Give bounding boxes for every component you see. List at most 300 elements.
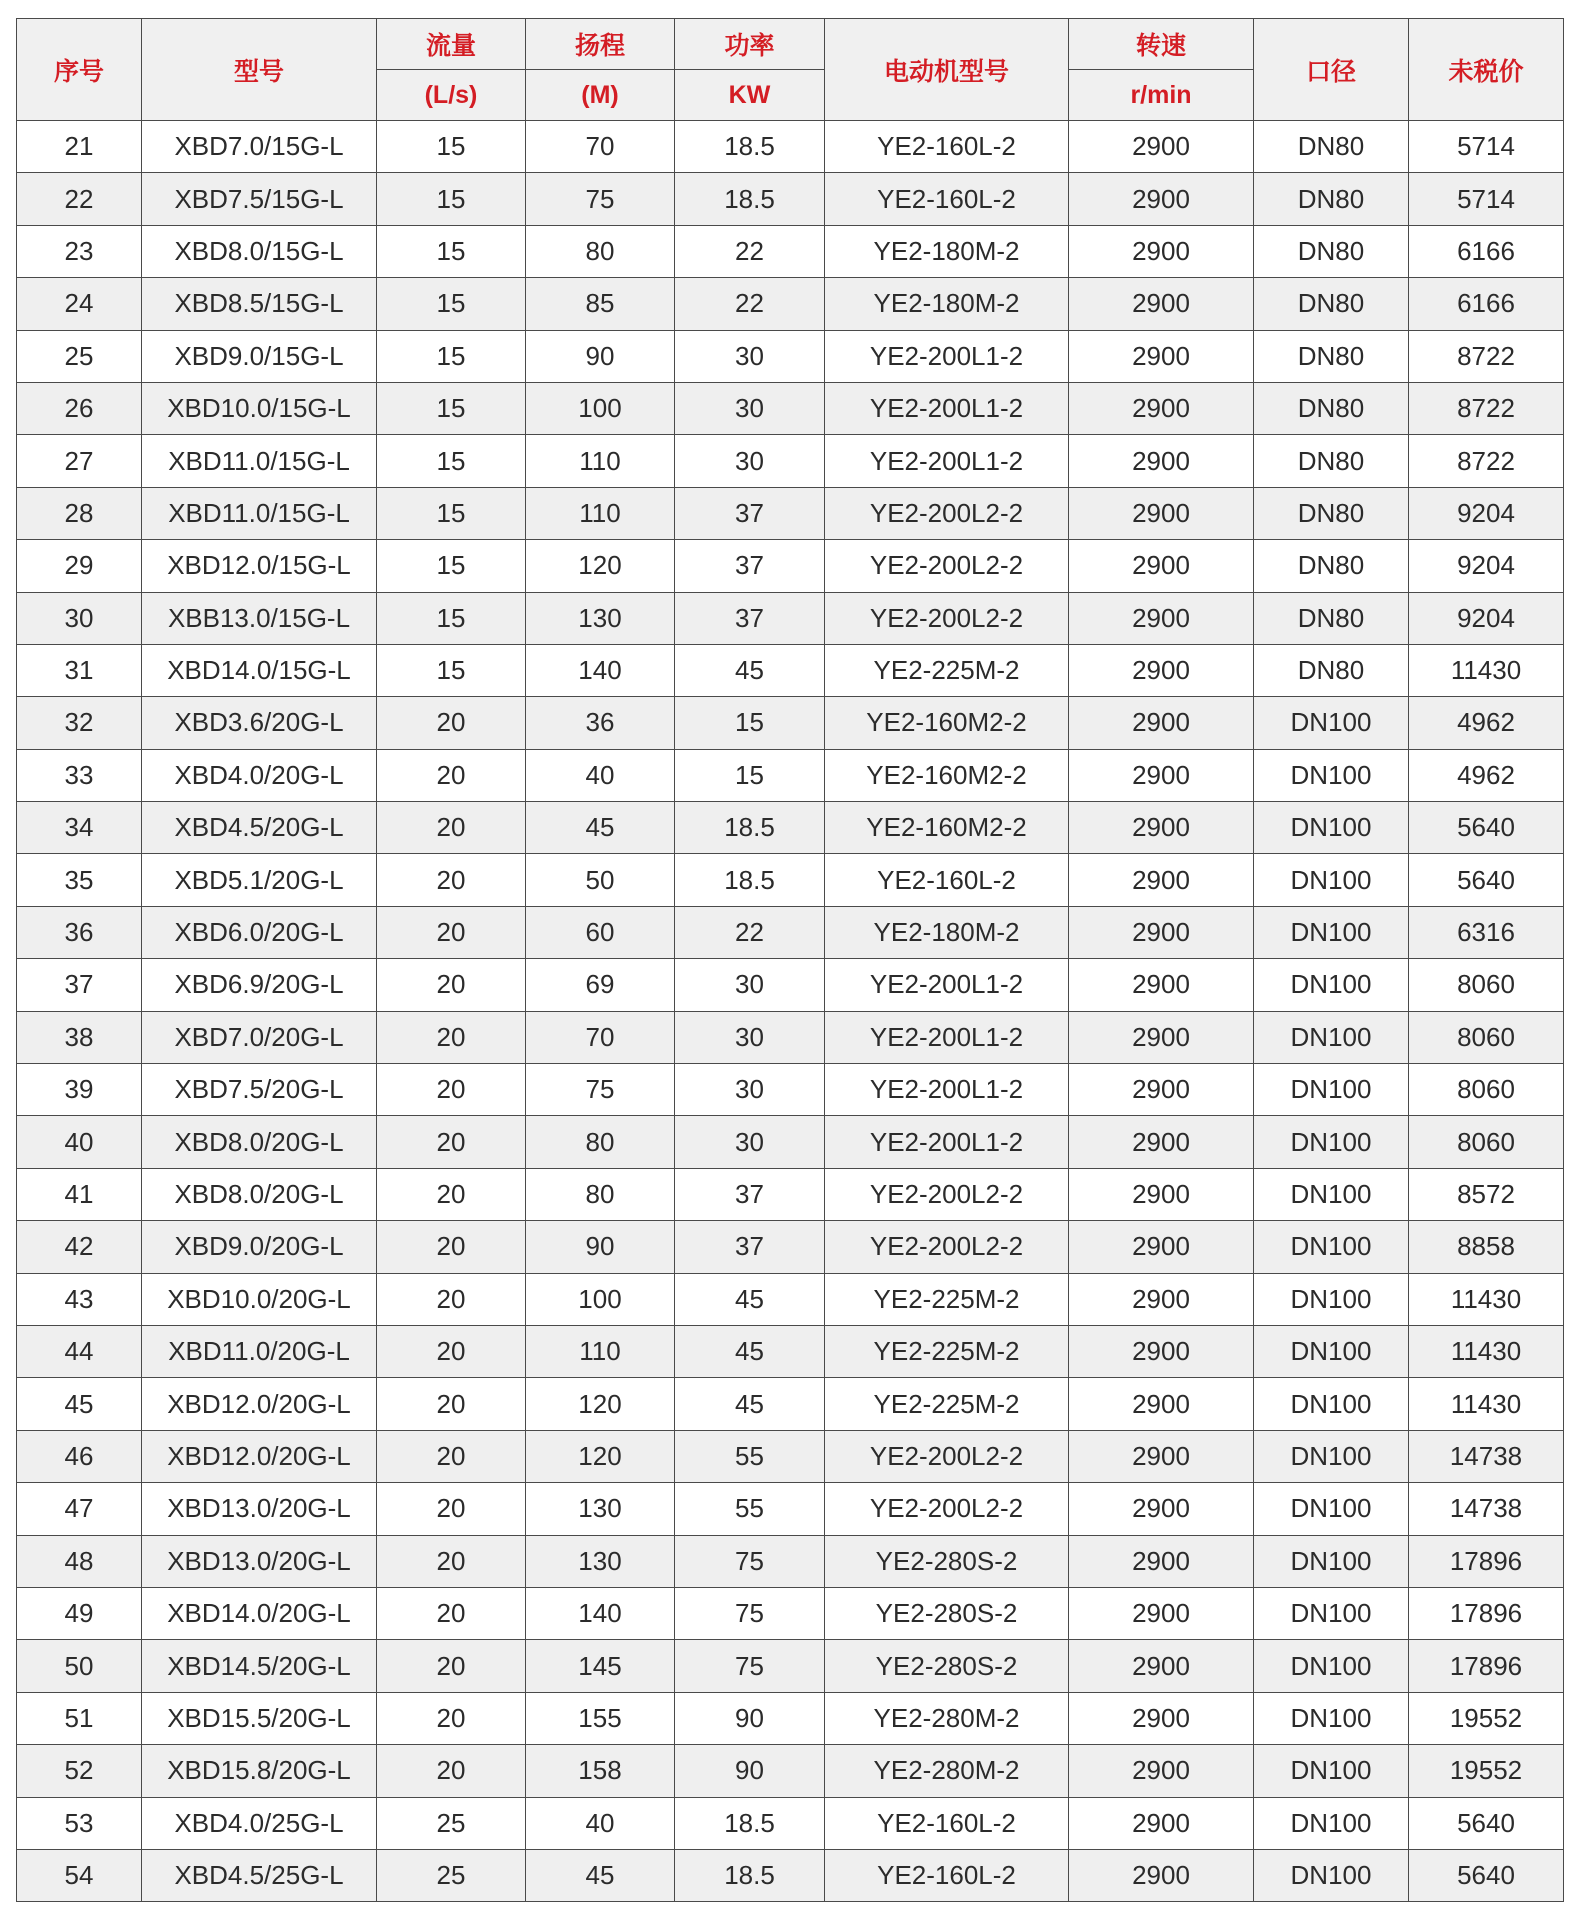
head-cell: 36	[526, 697, 675, 749]
price-cell: 14738	[1409, 1483, 1564, 1535]
seq-cell: 30	[17, 592, 142, 644]
power-cell: 22	[675, 225, 825, 277]
caliber-cell: DN100	[1254, 1116, 1409, 1168]
table-row	[17, 225, 1564, 277]
speed-cell: 2900	[1069, 592, 1254, 644]
price-cell: 8572	[1409, 1168, 1564, 1220]
model-cell: XBB13.0/15G-L	[142, 592, 377, 644]
model-cell: XBD14.5/20G-L	[142, 1640, 377, 1692]
flow-cell: 20	[377, 749, 526, 801]
flow-cell: 20	[377, 854, 526, 906]
seq-cell: 33	[17, 749, 142, 801]
speed-cell: 2900	[1069, 644, 1254, 696]
price-cell: 11430	[1409, 644, 1564, 696]
caliber-cell: DN80	[1254, 644, 1409, 696]
head-cell: 70	[526, 121, 675, 173]
head-cell: 60	[526, 906, 675, 958]
speed-cell: 2900	[1069, 382, 1254, 434]
header-head-unit: (M)	[526, 70, 675, 121]
price-cell: 8060	[1409, 1064, 1564, 1116]
caliber-cell: DN80	[1254, 592, 1409, 644]
head-cell: 40	[526, 1797, 675, 1849]
motor-cell: YE2-160L-2	[825, 173, 1069, 225]
seq-cell: 36	[17, 906, 142, 958]
motor-cell: YE2-200L1-2	[825, 1011, 1069, 1063]
seq-cell: 27	[17, 435, 142, 487]
price-cell: 9204	[1409, 487, 1564, 539]
caliber-cell: DN100	[1254, 1378, 1409, 1430]
speed-cell: 2900	[1069, 802, 1254, 854]
motor-cell: YE2-180M-2	[825, 906, 1069, 958]
table-row	[17, 592, 1564, 644]
flow-cell: 15	[377, 435, 526, 487]
motor-cell: YE2-200L1-2	[825, 382, 1069, 434]
table-row	[17, 1011, 1564, 1063]
flow-cell: 20	[377, 1745, 526, 1797]
head-cell: 110	[526, 487, 675, 539]
model-cell: XBD6.9/20G-L	[142, 959, 377, 1011]
speed-cell: 2900	[1069, 225, 1254, 277]
power-cell: 18.5	[675, 173, 825, 225]
power-cell: 75	[675, 1587, 825, 1639]
power-cell: 18.5	[675, 802, 825, 854]
flow-cell: 15	[377, 540, 526, 592]
speed-cell: 2900	[1069, 1430, 1254, 1482]
speed-cell: 2900	[1069, 1745, 1254, 1797]
head-cell: 50	[526, 854, 675, 906]
power-cell: 18.5	[675, 1797, 825, 1849]
motor-cell: YE2-225M-2	[825, 1273, 1069, 1325]
head-cell: 75	[526, 173, 675, 225]
seq-cell: 47	[17, 1483, 142, 1535]
power-cell: 15	[675, 749, 825, 801]
model-cell: XBD4.5/25G-L	[142, 1849, 377, 1901]
power-cell: 18.5	[675, 1849, 825, 1901]
head-cell: 140	[526, 1587, 675, 1639]
table-row	[17, 1064, 1564, 1116]
head-cell: 80	[526, 225, 675, 277]
model-cell: XBD13.0/20G-L	[142, 1535, 377, 1587]
speed-cell: 2900	[1069, 1797, 1254, 1849]
price-cell: 5640	[1409, 1849, 1564, 1901]
flow-cell: 20	[377, 802, 526, 854]
motor-cell: YE2-200L2-2	[825, 1168, 1069, 1220]
flow-cell: 20	[377, 1221, 526, 1273]
caliber-cell: DN80	[1254, 330, 1409, 382]
speed-cell: 2900	[1069, 854, 1254, 906]
flow-cell: 15	[377, 644, 526, 696]
motor-cell: YE2-200L1-2	[825, 1064, 1069, 1116]
header-speed: 转速	[1069, 19, 1254, 70]
model-cell: XBD12.0/20G-L	[142, 1430, 377, 1482]
seq-cell: 28	[17, 487, 142, 539]
speed-cell: 2900	[1069, 959, 1254, 1011]
power-cell: 90	[675, 1745, 825, 1797]
seq-cell: 22	[17, 173, 142, 225]
table-header	[17, 19, 1564, 121]
price-cell: 17896	[1409, 1640, 1564, 1692]
head-cell: 120	[526, 1430, 675, 1482]
table-row	[17, 540, 1564, 592]
model-cell: XBD8.0/20G-L	[142, 1116, 377, 1168]
head-cell: 120	[526, 540, 675, 592]
speed-cell: 2900	[1069, 1535, 1254, 1587]
caliber-cell: DN100	[1254, 1273, 1409, 1325]
head-cell: 100	[526, 382, 675, 434]
head-cell: 100	[526, 1273, 675, 1325]
seq-cell: 46	[17, 1430, 142, 1482]
table-row	[17, 1221, 1564, 1273]
power-cell: 45	[675, 1273, 825, 1325]
model-cell: XBD10.0/20G-L	[142, 1273, 377, 1325]
motor-cell: YE2-200L2-2	[825, 592, 1069, 644]
speed-cell: 2900	[1069, 173, 1254, 225]
seq-cell: 40	[17, 1116, 142, 1168]
motor-cell: YE2-200L1-2	[825, 959, 1069, 1011]
head-cell: 140	[526, 644, 675, 696]
model-cell: XBD15.8/20G-L	[142, 1745, 377, 1797]
power-cell: 18.5	[675, 854, 825, 906]
flow-cell: 20	[377, 1273, 526, 1325]
speed-cell: 2900	[1069, 1116, 1254, 1168]
table-row	[17, 330, 1564, 382]
head-cell: 90	[526, 330, 675, 382]
flow-cell: 15	[377, 487, 526, 539]
table-row	[17, 1640, 1564, 1692]
header-model: 型号	[142, 19, 377, 121]
model-cell: XBD9.0/20G-L	[142, 1221, 377, 1273]
head-cell: 80	[526, 1168, 675, 1220]
model-cell: XBD11.0/15G-L	[142, 487, 377, 539]
speed-cell: 2900	[1069, 1168, 1254, 1220]
model-cell: XBD9.0/15G-L	[142, 330, 377, 382]
model-cell: XBD7.5/20G-L	[142, 1064, 377, 1116]
header-caliber: 口径	[1254, 19, 1409, 121]
price-cell: 5640	[1409, 802, 1564, 854]
head-cell: 40	[526, 749, 675, 801]
flow-cell: 20	[377, 1116, 526, 1168]
model-cell: XBD14.0/15G-L	[142, 644, 377, 696]
flow-cell: 25	[377, 1849, 526, 1901]
caliber-cell: DN80	[1254, 225, 1409, 277]
motor-cell: YE2-180M-2	[825, 225, 1069, 277]
motor-cell: YE2-225M-2	[825, 1378, 1069, 1430]
price-cell: 8060	[1409, 1116, 1564, 1168]
flow-cell: 15	[377, 278, 526, 330]
motor-cell: YE2-225M-2	[825, 644, 1069, 696]
head-cell: 120	[526, 1378, 675, 1430]
table-row	[17, 1273, 1564, 1325]
model-cell: XBD6.0/20G-L	[142, 906, 377, 958]
table-row	[17, 1325, 1564, 1377]
motor-cell: YE2-160L-2	[825, 1849, 1069, 1901]
power-cell: 22	[675, 906, 825, 958]
power-cell: 18.5	[675, 121, 825, 173]
speed-cell: 2900	[1069, 435, 1254, 487]
model-cell: XBD4.0/20G-L	[142, 749, 377, 801]
motor-cell: YE2-180M-2	[825, 278, 1069, 330]
flow-cell: 15	[377, 121, 526, 173]
price-cell: 4962	[1409, 749, 1564, 801]
table-row	[17, 1535, 1564, 1587]
seq-cell: 21	[17, 121, 142, 173]
flow-cell: 20	[377, 1378, 526, 1430]
price-cell: 14738	[1409, 1430, 1564, 1482]
price-cell: 8060	[1409, 1011, 1564, 1063]
price-cell: 19552	[1409, 1692, 1564, 1744]
power-cell: 45	[675, 644, 825, 696]
table-row	[17, 1378, 1564, 1430]
caliber-cell: DN100	[1254, 1168, 1409, 1220]
price-cell: 9204	[1409, 540, 1564, 592]
model-cell: XBD5.1/20G-L	[142, 854, 377, 906]
header-seq: 序号	[17, 19, 142, 121]
speed-cell: 2900	[1069, 1849, 1254, 1901]
table-row	[17, 1116, 1564, 1168]
head-cell: 45	[526, 1849, 675, 1901]
head-cell: 69	[526, 959, 675, 1011]
caliber-cell: DN100	[1254, 1797, 1409, 1849]
caliber-cell: DN100	[1254, 697, 1409, 749]
table-row	[17, 697, 1564, 749]
model-cell: XBD8.0/15G-L	[142, 225, 377, 277]
motor-cell: YE2-280S-2	[825, 1640, 1069, 1692]
seq-cell: 29	[17, 540, 142, 592]
power-cell: 75	[675, 1535, 825, 1587]
power-cell: 30	[675, 382, 825, 434]
power-cell: 55	[675, 1430, 825, 1482]
head-cell: 130	[526, 1535, 675, 1587]
model-cell: XBD7.0/20G-L	[142, 1011, 377, 1063]
speed-cell: 2900	[1069, 540, 1254, 592]
model-cell: XBD11.0/15G-L	[142, 435, 377, 487]
table-row	[17, 487, 1564, 539]
flow-cell: 20	[377, 1587, 526, 1639]
table-row	[17, 749, 1564, 801]
caliber-cell: DN100	[1254, 1430, 1409, 1482]
caliber-cell: DN100	[1254, 1640, 1409, 1692]
header-speed-unit: r/min	[1069, 70, 1254, 121]
price-cell: 11430	[1409, 1378, 1564, 1430]
speed-cell: 2900	[1069, 1640, 1254, 1692]
price-cell: 6166	[1409, 278, 1564, 330]
flow-cell: 20	[377, 1692, 526, 1744]
header-power-unit: KW	[675, 70, 825, 121]
price-cell: 5714	[1409, 173, 1564, 225]
power-cell: 30	[675, 435, 825, 487]
flow-cell: 15	[377, 173, 526, 225]
motor-cell: YE2-200L2-2	[825, 1483, 1069, 1535]
table-row	[17, 1483, 1564, 1535]
caliber-cell: DN100	[1254, 1587, 1409, 1639]
head-cell: 85	[526, 278, 675, 330]
caliber-cell: DN100	[1254, 1745, 1409, 1797]
caliber-cell: DN80	[1254, 487, 1409, 539]
model-cell: XBD14.0/20G-L	[142, 1587, 377, 1639]
seq-cell: 25	[17, 330, 142, 382]
speed-cell: 2900	[1069, 1587, 1254, 1639]
price-cell: 6316	[1409, 906, 1564, 958]
model-cell: XBD12.0/20G-L	[142, 1378, 377, 1430]
seq-cell: 39	[17, 1064, 142, 1116]
seq-cell: 50	[17, 1640, 142, 1692]
head-cell: 75	[526, 1064, 675, 1116]
price-cell: 5714	[1409, 121, 1564, 173]
seq-cell: 52	[17, 1745, 142, 1797]
seq-cell: 45	[17, 1378, 142, 1430]
seq-cell: 44	[17, 1325, 142, 1377]
model-cell: XBD10.0/15G-L	[142, 382, 377, 434]
motor-cell: YE2-200L2-2	[825, 487, 1069, 539]
speed-cell: 2900	[1069, 1483, 1254, 1535]
head-cell: 155	[526, 1692, 675, 1744]
table-body	[17, 121, 1564, 1902]
seq-cell: 38	[17, 1011, 142, 1063]
header-row-top	[17, 19, 1564, 70]
power-cell: 37	[675, 592, 825, 644]
power-cell: 30	[675, 1011, 825, 1063]
table-row	[17, 382, 1564, 434]
header-power: 功率	[675, 19, 825, 70]
price-cell: 11430	[1409, 1325, 1564, 1377]
flow-cell: 20	[377, 1168, 526, 1220]
price-cell: 8722	[1409, 435, 1564, 487]
motor-cell: YE2-160L-2	[825, 854, 1069, 906]
flow-cell: 20	[377, 1011, 526, 1063]
model-cell: XBD13.0/20G-L	[142, 1483, 377, 1535]
seq-cell: 31	[17, 644, 142, 696]
flow-cell: 20	[377, 1430, 526, 1482]
power-cell: 37	[675, 1168, 825, 1220]
price-cell: 11430	[1409, 1273, 1564, 1325]
head-cell: 80	[526, 1116, 675, 1168]
price-cell: 6166	[1409, 225, 1564, 277]
flow-cell: 20	[377, 959, 526, 1011]
motor-cell: YE2-200L2-2	[825, 540, 1069, 592]
head-cell: 145	[526, 1640, 675, 1692]
speed-cell: 2900	[1069, 1273, 1254, 1325]
caliber-cell: DN80	[1254, 278, 1409, 330]
head-cell: 130	[526, 1483, 675, 1535]
price-cell: 4962	[1409, 697, 1564, 749]
head-cell: 45	[526, 802, 675, 854]
power-cell: 15	[675, 697, 825, 749]
table-row	[17, 173, 1564, 225]
caliber-cell: DN100	[1254, 1483, 1409, 1535]
model-cell: XBD4.5/20G-L	[142, 802, 377, 854]
price-cell: 8722	[1409, 330, 1564, 382]
table-row	[17, 435, 1564, 487]
speed-cell: 2900	[1069, 330, 1254, 382]
motor-cell: YE2-160M2-2	[825, 749, 1069, 801]
price-cell: 9204	[1409, 592, 1564, 644]
model-cell: XBD4.0/25G-L	[142, 1797, 377, 1849]
model-cell: XBD8.0/20G-L	[142, 1168, 377, 1220]
motor-cell: YE2-280S-2	[825, 1535, 1069, 1587]
table-row	[17, 1430, 1564, 1482]
speed-cell: 2900	[1069, 1011, 1254, 1063]
motor-cell: YE2-200L1-2	[825, 1116, 1069, 1168]
model-cell: XBD7.5/15G-L	[142, 173, 377, 225]
model-cell: XBD7.0/15G-L	[142, 121, 377, 173]
flow-cell: 20	[377, 697, 526, 749]
flow-cell: 15	[377, 382, 526, 434]
speed-cell: 2900	[1069, 697, 1254, 749]
seq-cell: 26	[17, 382, 142, 434]
seq-cell: 23	[17, 225, 142, 277]
head-cell: 158	[526, 1745, 675, 1797]
table-row	[17, 1168, 1564, 1220]
motor-cell: YE2-160L-2	[825, 121, 1069, 173]
speed-cell: 2900	[1069, 278, 1254, 330]
caliber-cell: DN80	[1254, 173, 1409, 225]
model-cell: XBD15.5/20G-L	[142, 1692, 377, 1744]
speed-cell: 2900	[1069, 1692, 1254, 1744]
seq-cell: 54	[17, 1849, 142, 1901]
power-cell: 37	[675, 487, 825, 539]
table-row	[17, 1692, 1564, 1744]
motor-cell: YE2-280S-2	[825, 1587, 1069, 1639]
motor-cell: YE2-200L2-2	[825, 1430, 1069, 1482]
power-cell: 37	[675, 1221, 825, 1273]
power-cell: 45	[675, 1325, 825, 1377]
power-cell: 30	[675, 1064, 825, 1116]
motor-cell: YE2-280M-2	[825, 1745, 1069, 1797]
speed-cell: 2900	[1069, 749, 1254, 801]
flow-cell: 25	[377, 1797, 526, 1849]
flow-cell: 20	[377, 1483, 526, 1535]
caliber-cell: DN80	[1254, 382, 1409, 434]
table-row	[17, 1745, 1564, 1797]
header-motor: 电动机型号	[825, 19, 1069, 121]
table-row	[17, 278, 1564, 330]
motor-cell: YE2-280M-2	[825, 1692, 1069, 1744]
header-flow-unit: (L/s)	[377, 70, 526, 121]
caliber-cell: DN100	[1254, 1325, 1409, 1377]
model-cell: XBD3.6/20G-L	[142, 697, 377, 749]
header-flow: 流量	[377, 19, 526, 70]
power-cell: 30	[675, 330, 825, 382]
head-cell: 110	[526, 1325, 675, 1377]
caliber-cell: DN100	[1254, 906, 1409, 958]
caliber-cell: DN100	[1254, 1011, 1409, 1063]
caliber-cell: DN100	[1254, 749, 1409, 801]
caliber-cell: DN100	[1254, 1221, 1409, 1273]
motor-cell: YE2-160M2-2	[825, 697, 1069, 749]
table-row	[17, 1849, 1564, 1901]
caliber-cell: DN100	[1254, 1849, 1409, 1901]
seq-cell: 51	[17, 1692, 142, 1744]
power-cell: 30	[675, 1116, 825, 1168]
motor-cell: YE2-160L-2	[825, 1797, 1069, 1849]
seq-cell: 43	[17, 1273, 142, 1325]
head-cell: 110	[526, 435, 675, 487]
table-row	[17, 644, 1564, 696]
power-cell: 55	[675, 1483, 825, 1535]
head-cell: 130	[526, 592, 675, 644]
motor-cell: YE2-200L1-2	[825, 435, 1069, 487]
table-row	[17, 121, 1564, 173]
pump-price-table	[16, 18, 1564, 1902]
motor-cell: YE2-200L1-2	[825, 330, 1069, 382]
flow-cell: 15	[377, 225, 526, 277]
flow-cell: 15	[377, 330, 526, 382]
table-row	[17, 959, 1564, 1011]
table-row	[17, 802, 1564, 854]
seq-cell: 49	[17, 1587, 142, 1639]
head-cell: 90	[526, 1221, 675, 1273]
seq-cell: 34	[17, 802, 142, 854]
